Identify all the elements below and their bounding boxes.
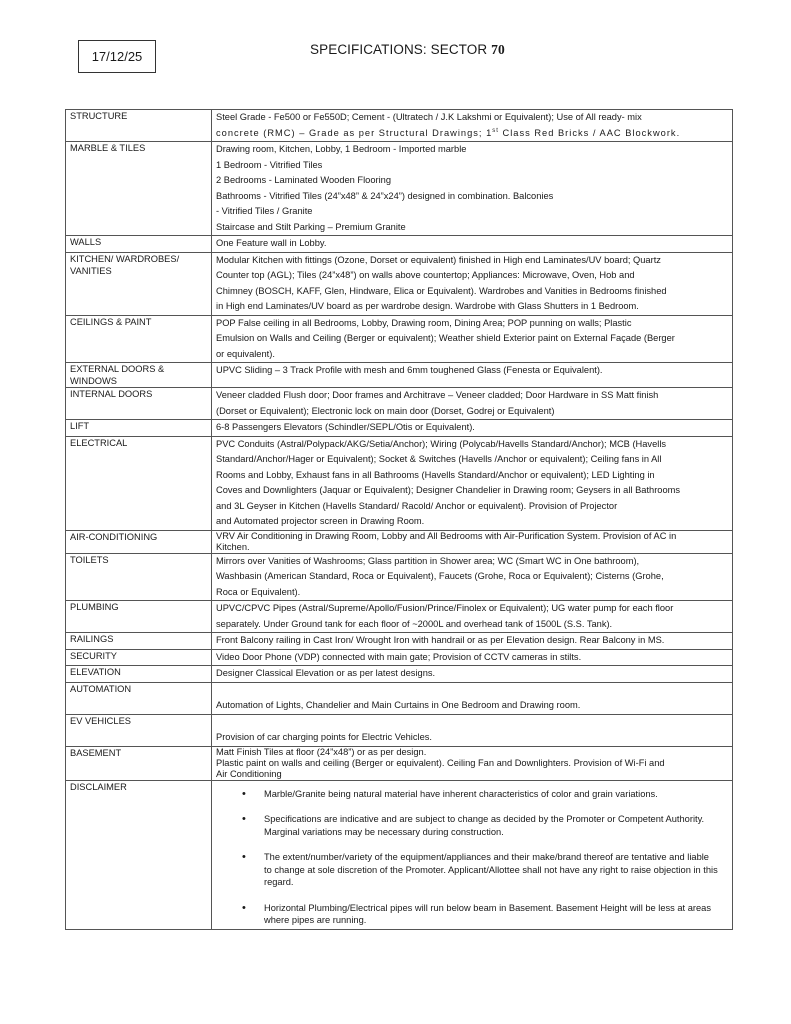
spec-value-line: POP False ceiling in all Bedrooms, Lobby, Drawing room, Dining Area; POP punning on walls; Plastic [216,317,632,328]
spec-label: STRUCTURE [66,110,212,142]
spec-row-external-doors-windows [66,363,733,388]
title-text: SPECIFICATIONS: SECTOR [310,42,488,57]
spec-value [212,530,733,553]
spec-row-disclaimer [66,780,733,929]
spec-row-ceilings-paint [66,315,733,363]
spec-row-railings [66,633,733,650]
spec-value-line: Designer Classical Elevation or as per latest designs. [216,668,436,678]
spec-value-line: PVC Conduits (Astral/Polypack/AKG/Setia/Anchor); Wiring (Polycab/Havells Standard/Anchor); MCB (Havells [216,438,667,449]
spec-value-line: UPVC Sliding – 3 Track Profile with mesh and 6mm toughened Glass (Fenesta or Equivalent). [216,365,603,375]
spec-value-line [216,683,728,699]
spec-row-internal-doors [66,388,733,420]
spec-row-electrical [66,436,733,530]
spec-label: BASEMENT [66,746,212,780]
spec-value-line: Front Balcony railing in Cast Iron/ Wrought Iron with handrail or as per Elevation design. Rear Balcony in MS. [216,635,665,645]
spec-value-line: Matt Finish Tiles at floor (24”x48”) or as per design. [216,746,427,757]
spec-value-line: Provision of car charging points for Electric Vehicles. [216,732,432,742]
spec-label: INTERNAL DOORS [66,388,212,420]
spec-value [212,388,733,420]
spec-row-air-conditioning [66,530,733,553]
spec-row-elevation [66,666,733,683]
spec-value-line: UPVC/CPVC Pipes (Astral/Supreme/Apollo/Fusion/Prince/Finolex or Equivalent); UG water pump for each floor [216,603,674,613]
spec-value [212,682,733,714]
page-title [310,42,505,58]
spec-value-line: Roca or Equivalent). [216,586,301,597]
spec-value-line: in High end Laminates/UV board as per wardrobe design. Wardrobe with Glass Shutters in 1 Bedroom. [216,301,639,311]
spec-value-line: 1 Bedroom - Vitrified Tiles [216,159,323,170]
spec-value-line: separately. Under Ground tank for each floor of ~2000L and overhead tank of 1500L (S.S. Tank). [216,618,613,629]
spec-value-line: Steel Grade - Fe500 or Fe550D; Cement - (Ultratech / J.K Lakshmi or Equivalent); Use of All ready- mix [216,112,642,122]
spec-value-line: and Automated projector screen in Drawing Room. [216,516,425,526]
spec-value-line: Modular Kitchen with fittings (Ozone, Dorset or equivalent) finished in High end Laminates/UV board; Quartz [216,254,661,265]
spec-value-line: Drawing room, Kitchen, Lobby, 1 Bedroom - Imported marble [216,144,467,154]
spec-value [212,436,733,530]
date-text: 17/12/25 [91,49,143,64]
spec-value-line: Bathrooms - Vitrified Tiles (24”x48” & 24”x24”) designed in combination. Balconies [216,190,554,201]
spec-value-line [216,715,728,731]
spec-label: LIFT [66,420,212,437]
spec-row-kitchen-wardrobes-vanities [66,252,733,315]
title-number: 70 [491,42,505,57]
spec-value-line: Veneer cladded Flush door; Door frames and Architrave – Veneer cladded; Door Hardware in SS Matt finish [216,390,659,400]
spec-value-line: 2 Bedrooms - Laminated Wooden Flooring [216,175,392,185]
spec-row-security [66,649,733,666]
spec-value [212,714,733,746]
spec-label: PLUMBING [66,601,212,633]
spec-label: TOILETS [66,553,212,601]
spec-row-plumbing [66,601,733,633]
disclaimer-item: • Marble/Granite being natural material have inherent characteristics of color and grain variations. [264,788,718,801]
spec-label: AUTOMATION [66,682,212,714]
disclaimer-item: • The extent/number/variety of the equipment/appliances and their make/brand thereof are tentative and liable to change at sole discretion of the Promoter. Applicant/Allottee shall not have any right to raise objection in this regard. [264,851,718,889]
specifications-table [65,109,733,930]
spec-value-line: Automation of Lights, Chandelier and Main Curtains in One Bedroom and Drawing room. [216,700,581,710]
spec-row-walls [66,236,733,253]
spec-value-line: Coves and Downlighters (Jaquar or Equivalent); Designer Chandelier in Drawing room; Geysers in all Bathrooms [216,485,681,495]
disclaimer-list [216,788,728,927]
spec-row-basement [66,746,733,780]
spec-row-ev-vehicles [66,714,733,746]
spec-value-line: or equivalent). [216,348,275,359]
spec-label: DISCLAIMER [66,780,212,929]
spec-row-automation [66,682,733,714]
spec-value-line: Air Conditioning [216,768,282,779]
spec-label: EV VEHICLES [66,714,212,746]
spec-value [212,746,733,780]
spec-value [212,363,733,388]
spec-value [212,633,733,650]
spec-value-line: Kitchen. [216,541,250,552]
spec-value [212,142,733,236]
spec-label: CEILINGS & PAINT [66,315,212,363]
spec-value-line: Mirrors over Vanities of Washrooms; Glass partition in Shower area; WC (Smart WC in One bathroom), [216,555,640,566]
spec-label: SECURITY [66,649,212,666]
spec-value-line: concrete (RMC) – Grade as per Structural Drawings; 1st Class Red Bricks / AAC Blockwork. [216,127,681,138]
spec-value-line: Video Door Phone (VDP) connected with main gate; Provision of CCTV cameras in stilts. [216,651,582,662]
spec-value-line: Chimney (BOSCH, KAFF, Glen, Hindware, Elica or Equivalent). Wardrobes and Vanities in Bedrooms finished [216,285,667,296]
spec-value [212,601,733,633]
spec-label: WALLS [66,236,212,253]
spec-row-toilets [66,553,733,601]
spec-label: AIR-CONDITIONING [66,530,212,553]
spec-row-marble-tiles [66,142,733,236]
spec-value-line: Staircase and Stilt Parking – Premium Granite [216,221,406,232]
spec-value-line: (Dorset or Equivalent); Electronic lock on main door (Dorset, Godrej or Equivalent) [216,405,555,416]
spec-label: ELECTRICAL [66,436,212,530]
spec-value-line: VRV Air Conditioning in Drawing Room, Lobby and All Bedrooms with Air-Purification System. Provision of AC in [216,530,677,541]
spec-value [212,315,733,363]
spec-value-line: Counter top (AGL); Tiles (24”x48”) on walls above countertop; Appliances: Microwave, Oven, Hob and [216,270,635,280]
spec-value-line: - Vitrified Tiles / Granite [216,206,313,216]
disclaimer-content [212,780,733,929]
spec-row-structure [66,110,733,142]
spec-label: MARBLE & TILES [66,142,212,236]
disclaimer-item: • Specifications are indicative and are subject to change as decided by the Promoter or Competent Authority. Marginal variations may be necessary during construction. [264,813,718,838]
spec-label: EXTERNAL DOORS & WINDOWS [66,363,212,388]
spec-value-line: Plastic paint on walls and ceiling (Berger or equivalent). Ceiling Fan and Downlighters. Provision of Wi-Fi and [216,757,665,768]
spec-value-line: and 3L Geyser in Kitchen (Havells Standard/ Racold/ Anchor or equivalent). Provision of Projector [216,500,618,511]
spec-value [212,110,733,142]
spec-value-line: Washbasin (American Standard, Roca or Equivalent), Faucets (Grohe, Roca or Equivalent); Cisterns (Grohe, [216,571,664,581]
spec-value-line: Rooms and Lobby, Exhaust fans in all Bathrooms (Havells Standard/Anchor or equivalent); LED Lighting in [216,469,655,480]
spec-label: KITCHEN/ WARDROBES/ VANITIES [66,252,212,315]
spec-value-line: Emulsion on Walls and Ceiling (Berger or equivalent); Weather shield Exterior paint on External Façade (Berger [216,333,675,343]
spec-label: ELEVATION [66,666,212,683]
spec-value-line: Standard/Anchor/Hager or Equivalent); Socket & Switches (Havells /Anchor or equivalent); Ceiling fans in All [216,454,662,464]
spec-value [212,649,733,666]
spec-value [212,666,733,683]
spec-label: RAILINGS [66,633,212,650]
spec-value [212,252,733,315]
spec-value [212,553,733,601]
spec-row-lift [66,420,733,437]
spec-value-line: One Feature wall in Lobby. [216,238,327,248]
spec-value [212,420,733,437]
disclaimer-item: • Horizontal Plumbing/Electrical pipes will run below beam in Basement. Basement Height will be less at areas where pipes are running. [264,902,718,927]
spec-value [212,236,733,253]
spec-value-line: 6-8 Passengers Elevators (Schindler/SEPL/Otis or Equivalent). [216,422,475,432]
date-box [78,40,156,73]
